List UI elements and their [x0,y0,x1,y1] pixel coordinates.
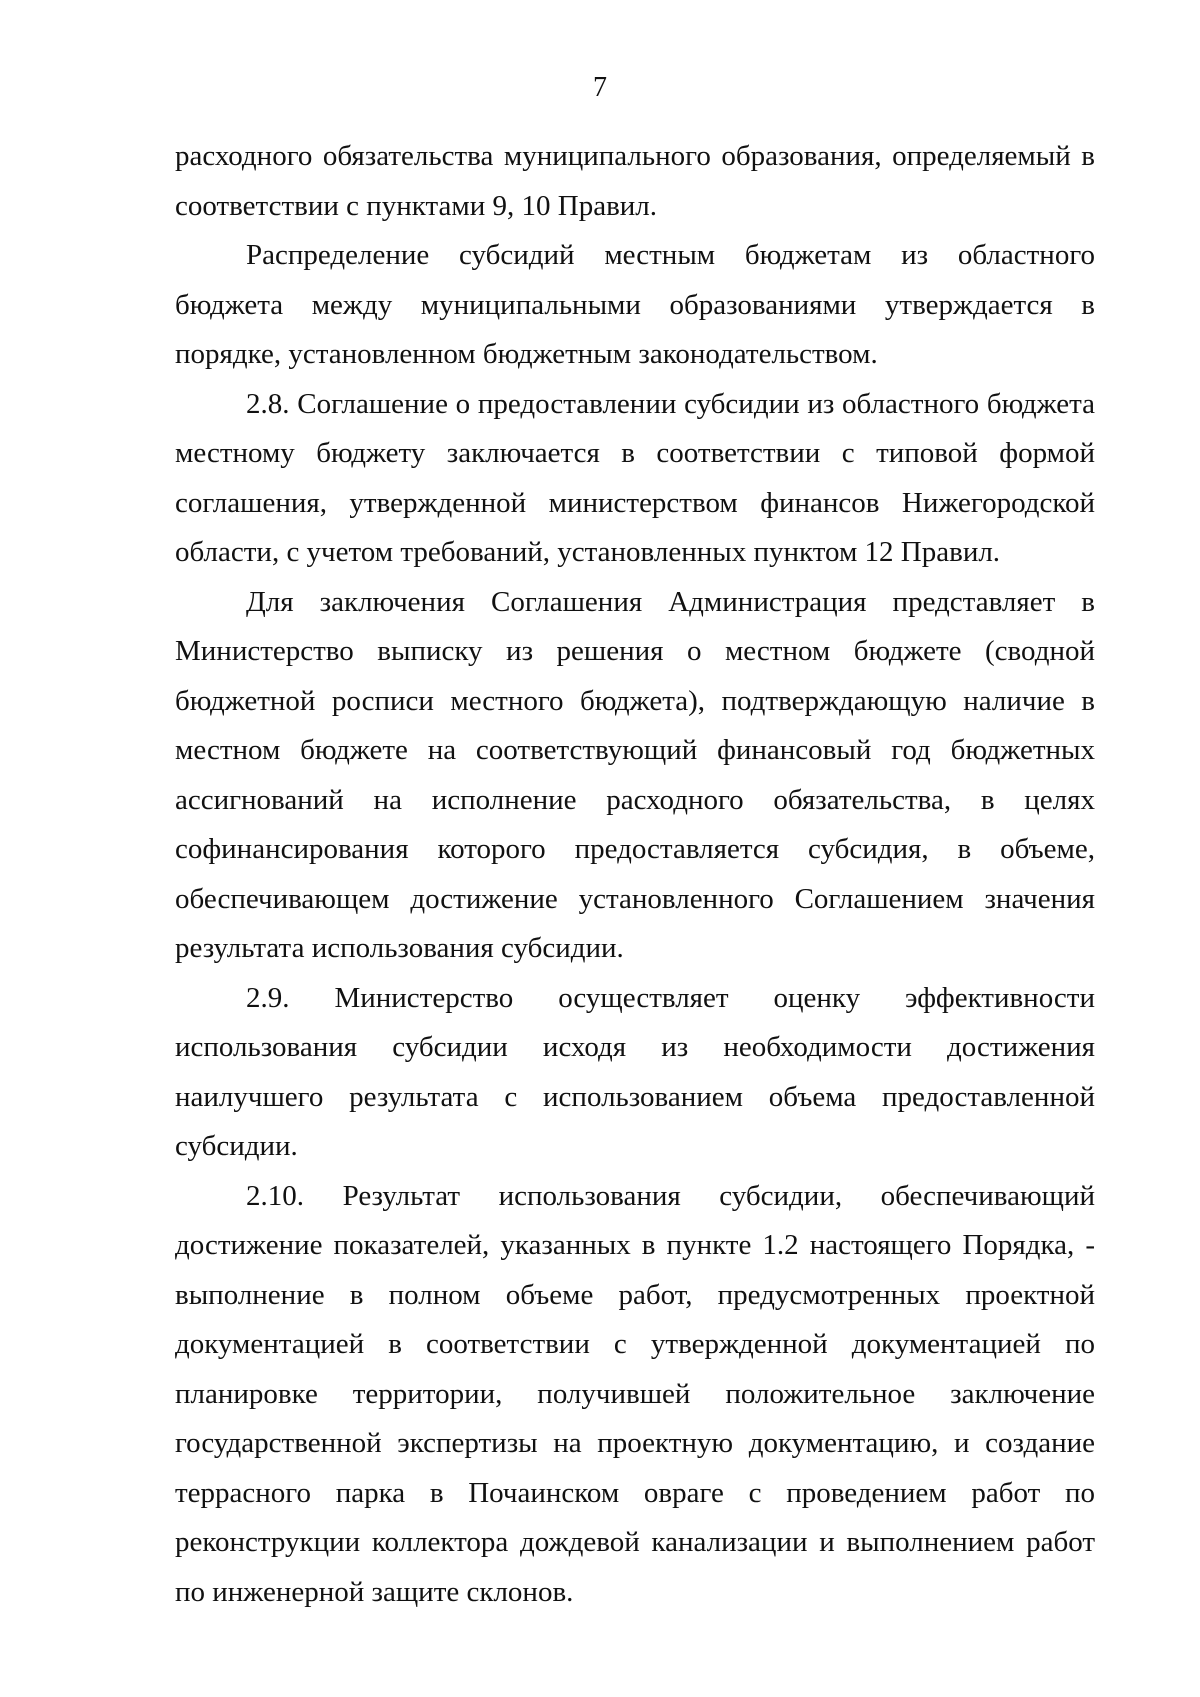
paragraph-2-9: 2.9. Министерство осуществляет оценку эффективности использования субсидии исходя из необходимости достижения наилучшего результата с использованием объема предоставленной субсидии. [175,981,1095,1162]
paragraph-agreement-conditions: Для заключения Соглашения Администрация представляет в Министерство выписку из решения о местном бюджете (сводной бюджетной росписи местного бюджета), подтверждающую наличие в местном бюджете на соответствующий финансовый год бюджетных ассигнований на исполнение расходного обязательства, в целях софинансирования которого предоставляется субсидия, в объеме, обеспечивающем достижение установленного Соглашением значения результата использования субсидии. [175,585,1095,964]
document-body [175,132,1095,1617]
paragraph-subsidy-distribution: Распределение субсидий местным бюджетам из областного бюджета между муниципальными образованиями утверждается в порядке, установленном бюджетным законодательством. [175,239,1095,370]
paragraph-continuation: расходного обязательства муниципального образования, определяемый в соответствии с пунктами 9, 10 Правил. [175,140,1095,222]
paragraph-2-8: 2.8. Соглашение о предоставлении субсидии из областного бюджета местному бюджету заключается в соответствии с типовой формой соглашения, утвержденной министерством финансов Нижегородской области, с учетом требований, установленных пунктом 12 Правил. [175,387,1095,568]
page-number: 7 [593,72,607,103]
paragraph-2-10: 2.10. Результат использования субсидии, обеспечивающий достижение показателей, указанных в пункте 1.2 настоящего Порядка, - выполнение в полном объеме работ, предусмотренных проектной документацией в соответствии с утвержденной документацией по планировке территории, получившей положительное заключение государственной экспертизы на проектную документацию, и создание террасного парка в Почаинском овраге с проведением работ по реконструкции коллектора дождевой канализации и выполнением работ по инженерной защите склонов. [175,1179,1095,1608]
